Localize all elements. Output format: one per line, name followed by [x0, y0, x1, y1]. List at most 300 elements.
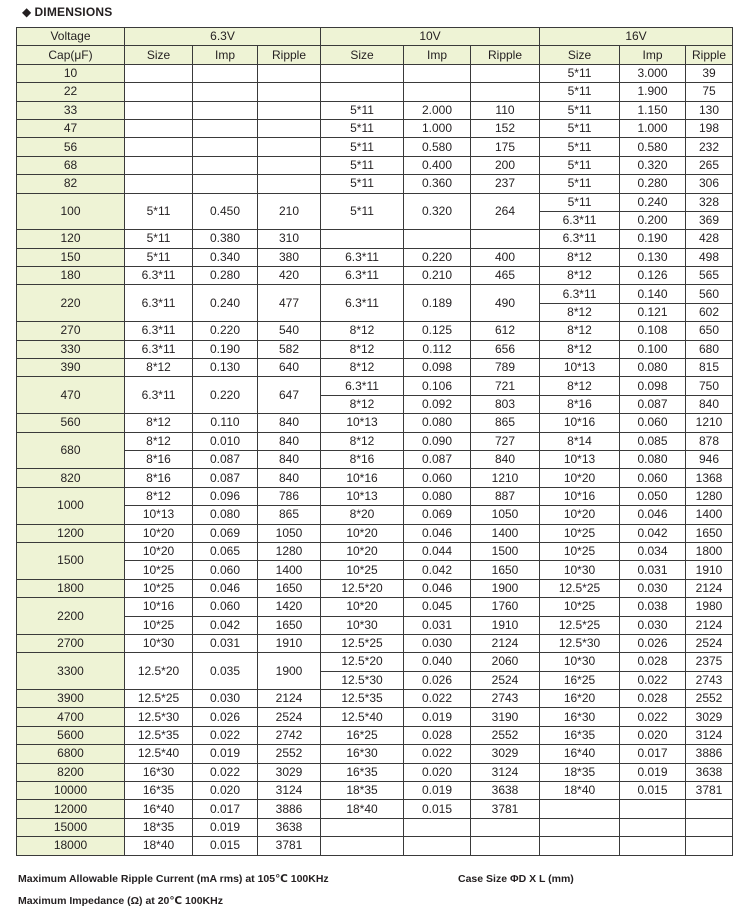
- table-row: [17, 524, 733, 542]
- col-imp: Imp: [620, 46, 686, 64]
- empty-cell: [193, 83, 258, 101]
- cell-size: 12.5*20: [321, 579, 404, 597]
- cell-ripple: 727: [471, 432, 540, 450]
- cell-ripple: 1210: [471, 469, 540, 487]
- cell-size: 6.3*11: [125, 322, 193, 340]
- cell-imp: 0.019: [404, 782, 471, 800]
- cell-imp: 1.150: [620, 101, 686, 119]
- cell-ripple: 1910: [471, 616, 540, 634]
- cell-ripple: 946: [686, 450, 733, 468]
- cell-ripple: 840: [258, 450, 321, 468]
- cell-ripple: 310: [258, 230, 321, 248]
- cell-size: 5*11: [321, 175, 404, 193]
- cell-imp: 1.000: [404, 119, 471, 137]
- cell-imp: 0.019: [404, 708, 471, 726]
- cell-imp: 0.126: [620, 267, 686, 285]
- cap-value: 10: [17, 64, 125, 82]
- cell-size: 6.3*11: [125, 340, 193, 358]
- cell-imp: 0.015: [193, 837, 258, 855]
- cell-size: 18*35: [540, 763, 620, 781]
- cell-imp: 0.240: [193, 285, 258, 322]
- empty-cell: [258, 175, 321, 193]
- cell-ripple: 200: [471, 156, 540, 174]
- table-row: [17, 322, 733, 340]
- cell-size: 16*35: [540, 726, 620, 744]
- cell-ripple: 1500: [471, 542, 540, 560]
- empty-cell: [125, 175, 193, 193]
- empty-cell: [258, 101, 321, 119]
- cap-value: 820: [17, 469, 125, 487]
- table-row: [17, 230, 733, 248]
- cell-imp: 0.400: [404, 156, 471, 174]
- cell-size: 8*12: [321, 359, 404, 377]
- cell-imp: 0.019: [193, 745, 258, 763]
- cell-size: 16*35: [125, 782, 193, 800]
- cell-imp: 0.280: [193, 267, 258, 285]
- cell-ripple: 656: [471, 340, 540, 358]
- cell-imp: 0.098: [404, 359, 471, 377]
- cell-size: 10*20: [540, 506, 620, 524]
- table-row: [17, 837, 733, 855]
- table-row: [17, 708, 733, 726]
- cell-imp: 0.125: [404, 322, 471, 340]
- cell-size: 12.5*40: [125, 745, 193, 763]
- cap-value: 120: [17, 230, 125, 248]
- cell-imp: 0.140: [620, 285, 686, 303]
- table-row: [17, 634, 733, 652]
- cap-value: 100: [17, 193, 125, 230]
- cell-size: 16*25: [540, 671, 620, 689]
- empty-cell: [404, 818, 471, 836]
- voltage-label: Voltage: [17, 28, 125, 46]
- table-row: [17, 506, 733, 524]
- cell-size: 5*11: [321, 119, 404, 137]
- cell-ripple: 1910: [258, 634, 321, 652]
- cell-size: 10*13: [540, 450, 620, 468]
- cell-ripple: 39: [686, 64, 733, 82]
- cap-value: 3900: [17, 690, 125, 708]
- table-row: [17, 487, 733, 505]
- cell-size: 10*20: [321, 542, 404, 560]
- table-row: [17, 616, 733, 634]
- cell-ripple: 1050: [258, 524, 321, 542]
- cell-imp: 0.019: [620, 763, 686, 781]
- empty-cell: [471, 64, 540, 82]
- cell-ripple: 1420: [258, 598, 321, 616]
- cell-size: 6.3*11: [321, 248, 404, 266]
- cell-imp: 0.080: [404, 487, 471, 505]
- cell-ripple: 3781: [686, 782, 733, 800]
- cell-size: 8*12: [540, 322, 620, 340]
- cell-ripple: 1650: [258, 579, 321, 597]
- cell-ripple: 2742: [258, 726, 321, 744]
- cell-ripple: 1980: [686, 598, 733, 616]
- cell-size: 10*30: [321, 616, 404, 634]
- cell-ripple: 602: [686, 303, 733, 321]
- cell-size: 8*16: [125, 469, 193, 487]
- table-row: [17, 83, 733, 101]
- cap-label: Cap(μF): [17, 46, 125, 64]
- table-row: [17, 267, 733, 285]
- cell-ripple: 1400: [471, 524, 540, 542]
- cell-ripple: 3638: [471, 782, 540, 800]
- cell-imp: 0.020: [404, 763, 471, 781]
- cap-value: 150: [17, 248, 125, 266]
- table-row: [17, 432, 733, 450]
- cell-size: 12.5*25: [321, 634, 404, 652]
- voltage-10v: 10V: [321, 28, 540, 46]
- cell-imp: 0.046: [193, 579, 258, 597]
- cell-ripple: 878: [686, 432, 733, 450]
- cell-imp: 0.031: [404, 616, 471, 634]
- cell-imp: 0.065: [193, 542, 258, 560]
- cell-imp: 3.000: [620, 64, 686, 82]
- cell-size: 5*11: [321, 156, 404, 174]
- cell-size: 18*40: [321, 800, 404, 818]
- cell-ripple: 840: [258, 469, 321, 487]
- empty-cell: [258, 156, 321, 174]
- cell-imp: 0.022: [404, 690, 471, 708]
- empty-cell: [125, 83, 193, 101]
- cell-imp: 0.022: [620, 671, 686, 689]
- cell-imp: 0.028: [404, 726, 471, 744]
- cell-size: 5*11: [540, 119, 620, 137]
- cell-size: 10*25: [540, 598, 620, 616]
- cell-imp: 0.038: [620, 598, 686, 616]
- table-row: [17, 450, 733, 468]
- cap-value: 220: [17, 285, 125, 322]
- cell-ripple: 1400: [258, 561, 321, 579]
- cell-size: 10*30: [540, 561, 620, 579]
- table-row: [17, 561, 733, 579]
- cell-size: 8*12: [540, 377, 620, 395]
- cell-size: 16*30: [540, 708, 620, 726]
- cap-value: 2700: [17, 634, 125, 652]
- cell-ripple: 786: [258, 487, 321, 505]
- cell-imp: 0.046: [404, 524, 471, 542]
- cap-value: 18000: [17, 837, 125, 855]
- table-row: [17, 690, 733, 708]
- table-row: [17, 119, 733, 137]
- cell-size: 5*11: [540, 156, 620, 174]
- cell-imp: 0.046: [404, 579, 471, 597]
- cell-imp: 0.042: [620, 524, 686, 542]
- cell-size: 10*30: [125, 634, 193, 652]
- cell-ripple: 465: [471, 267, 540, 285]
- cell-size: 8*12: [125, 414, 193, 432]
- table-row: [17, 653, 733, 671]
- cell-ripple: 2375: [686, 653, 733, 671]
- cell-ripple: 265: [686, 156, 733, 174]
- cell-ripple: 2124: [686, 579, 733, 597]
- cell-imp: 0.220: [193, 377, 258, 414]
- cell-imp: 0.380: [193, 230, 258, 248]
- cell-ripple: 3124: [686, 726, 733, 744]
- cell-ripple: 3124: [471, 763, 540, 781]
- empty-cell: [321, 64, 404, 82]
- cell-imp: 0.060: [193, 598, 258, 616]
- cell-ripple: 840: [686, 395, 733, 413]
- empty-cell: [686, 837, 733, 855]
- col-imp: Imp: [404, 46, 471, 64]
- case-size-footnote: Case Size ΦD X L (mm): [458, 873, 574, 885]
- cell-imp: 0.022: [404, 745, 471, 763]
- cell-ripple: 210: [258, 193, 321, 230]
- cell-size: 5*11: [540, 175, 620, 193]
- table-row: [17, 359, 733, 377]
- cell-ripple: 1368: [686, 469, 733, 487]
- cell-size: 8*12: [540, 267, 620, 285]
- cell-size: 8*12: [321, 432, 404, 450]
- cell-ripple: 1650: [686, 524, 733, 542]
- cell-ripple: 2552: [471, 726, 540, 744]
- cell-size: 10*16: [540, 414, 620, 432]
- cell-imp: 0.087: [193, 469, 258, 487]
- table-row: [17, 782, 733, 800]
- cell-ripple: 650: [686, 322, 733, 340]
- empty-cell: [321, 230, 404, 248]
- cell-ripple: 2524: [258, 708, 321, 726]
- cell-size: 5*11: [321, 193, 404, 230]
- cap-value: 68: [17, 156, 125, 174]
- cell-ripple: 428: [686, 230, 733, 248]
- cell-imp: 0.028: [620, 653, 686, 671]
- cell-size: 18*35: [125, 818, 193, 836]
- empty-cell: [471, 837, 540, 855]
- cell-size: 18*40: [540, 782, 620, 800]
- cell-imp: 0.340: [193, 248, 258, 266]
- cell-size: 10*20: [125, 524, 193, 542]
- cell-ripple: 1050: [471, 506, 540, 524]
- cap-value: 270: [17, 322, 125, 340]
- cell-imp: 0.019: [193, 818, 258, 836]
- cell-imp: 0.060: [193, 561, 258, 579]
- empty-cell: [471, 818, 540, 836]
- col-ripple: Ripple: [686, 46, 733, 64]
- cell-imp: 0.220: [193, 322, 258, 340]
- cell-ripple: 3886: [686, 745, 733, 763]
- cell-size: 16*40: [125, 800, 193, 818]
- empty-cell: [686, 818, 733, 836]
- impedance-footnote: Maximum Impedance (Ω) at 20℃ 100KHz: [18, 895, 223, 907]
- empty-cell: [540, 818, 620, 836]
- cell-ripple: 237: [471, 175, 540, 193]
- cell-ripple: 1900: [471, 579, 540, 597]
- cell-size: 10*20: [540, 469, 620, 487]
- cell-ripple: 3781: [258, 837, 321, 855]
- table-row: [17, 800, 733, 818]
- cell-imp: 0.030: [193, 690, 258, 708]
- cell-imp: 2.000: [404, 101, 471, 119]
- cell-size: 5*11: [540, 83, 620, 101]
- cell-ripple: 721: [471, 377, 540, 395]
- cell-size: 12.5*35: [125, 726, 193, 744]
- table-row: [17, 285, 733, 303]
- cell-size: 10*25: [125, 561, 193, 579]
- cell-size: 10*13: [321, 414, 404, 432]
- cell-imp: 0.015: [404, 800, 471, 818]
- cap-value: 1800: [17, 579, 125, 597]
- cell-imp: 0.190: [620, 230, 686, 248]
- cap-value: 180: [17, 267, 125, 285]
- empty-cell: [258, 119, 321, 137]
- cell-ripple: 3029: [471, 745, 540, 763]
- empty-cell: [125, 138, 193, 156]
- cell-ripple: 380: [258, 248, 321, 266]
- cell-ripple: 1400: [686, 506, 733, 524]
- empty-cell: [125, 64, 193, 82]
- voltage-header-row: [17, 28, 733, 46]
- cap-value: 8200: [17, 763, 125, 781]
- empty-cell: [321, 83, 404, 101]
- table-row: [17, 193, 733, 211]
- empty-cell: [193, 64, 258, 82]
- cap-value: 82: [17, 175, 125, 193]
- cell-size: 8*12: [540, 303, 620, 321]
- cell-imp: 0.030: [620, 579, 686, 597]
- cell-size: 8*12: [125, 432, 193, 450]
- cell-imp: 0.044: [404, 542, 471, 560]
- empty-cell: [193, 119, 258, 137]
- cell-imp: 0.022: [193, 726, 258, 744]
- cell-imp: 0.210: [404, 267, 471, 285]
- cell-ripple: 560: [686, 285, 733, 303]
- cap-value: 33: [17, 101, 125, 119]
- table-row: [17, 745, 733, 763]
- empty-cell: [404, 230, 471, 248]
- cell-ripple: 640: [258, 359, 321, 377]
- cap-value: 1200: [17, 524, 125, 542]
- cell-ripple: 2060: [471, 653, 540, 671]
- cell-ripple: 3190: [471, 708, 540, 726]
- cell-size: 8*12: [321, 340, 404, 358]
- cell-size: 5*11: [540, 193, 620, 211]
- cell-size: 18*40: [125, 837, 193, 855]
- cell-size: 10*13: [540, 359, 620, 377]
- table-row: [17, 175, 733, 193]
- cell-size: 16*35: [321, 763, 404, 781]
- cell-imp: 0.080: [620, 450, 686, 468]
- cell-size: 10*25: [540, 524, 620, 542]
- cell-size: 12.5*25: [540, 616, 620, 634]
- cell-imp: 0.069: [193, 524, 258, 542]
- cell-imp: 0.035: [193, 653, 258, 690]
- cell-ripple: 477: [258, 285, 321, 322]
- empty-cell: [471, 83, 540, 101]
- cap-value: 330: [17, 340, 125, 358]
- cell-size: 8*20: [321, 506, 404, 524]
- table-body: [17, 64, 733, 855]
- cell-imp: 0.090: [404, 432, 471, 450]
- cell-size: 8*16: [125, 450, 193, 468]
- cell-size: 18*35: [321, 782, 404, 800]
- cell-size: 5*11: [125, 230, 193, 248]
- cell-imp: 0.026: [620, 634, 686, 652]
- cell-ripple: 865: [258, 506, 321, 524]
- cell-ripple: 2552: [258, 745, 321, 763]
- cell-size: 12.5*20: [125, 653, 193, 690]
- cell-ripple: 1900: [258, 653, 321, 690]
- cell-ripple: 582: [258, 340, 321, 358]
- table-row: [17, 248, 733, 266]
- cell-imp: 0.100: [620, 340, 686, 358]
- cell-imp: 0.046: [620, 506, 686, 524]
- cell-imp: 0.098: [620, 377, 686, 395]
- cell-imp: 0.130: [193, 359, 258, 377]
- table-row: [17, 64, 733, 82]
- cell-size: 8*12: [321, 322, 404, 340]
- cell-imp: 0.112: [404, 340, 471, 358]
- cell-size: 12.5*30: [540, 634, 620, 652]
- cell-size: 5*11: [125, 193, 193, 230]
- cell-imp: 0.580: [620, 138, 686, 156]
- cell-size: 10*20: [321, 598, 404, 616]
- cell-ripple: 540: [258, 322, 321, 340]
- cell-ripple: 2124: [258, 690, 321, 708]
- cell-ripple: 369: [686, 211, 733, 229]
- cell-imp: 0.030: [620, 616, 686, 634]
- cell-ripple: 328: [686, 193, 733, 211]
- cell-ripple: 2552: [686, 690, 733, 708]
- cell-size: 10*13: [125, 506, 193, 524]
- cell-size: 6.3*11: [125, 285, 193, 322]
- cell-size: 5*11: [540, 101, 620, 119]
- empty-cell: [540, 800, 620, 818]
- cell-ripple: 1280: [686, 487, 733, 505]
- cell-ripple: 3029: [258, 763, 321, 781]
- cell-ripple: 420: [258, 267, 321, 285]
- cell-size: 6.3*11: [321, 267, 404, 285]
- table-row: [17, 414, 733, 432]
- cap-value: 1000: [17, 487, 125, 524]
- section-title: [22, 5, 112, 19]
- cell-size: 8*12: [321, 395, 404, 413]
- cell-size: 6.3*11: [321, 377, 404, 395]
- cell-imp: 0.220: [404, 248, 471, 266]
- empty-cell: [686, 800, 733, 818]
- empty-cell: [125, 119, 193, 137]
- empty-cell: [404, 64, 471, 82]
- empty-cell: [125, 101, 193, 119]
- table-row: [17, 818, 733, 836]
- cell-size: 5*11: [125, 248, 193, 266]
- empty-cell: [321, 818, 404, 836]
- cell-imp: 0.020: [193, 782, 258, 800]
- cell-ripple: 3886: [258, 800, 321, 818]
- cell-ripple: 175: [471, 138, 540, 156]
- cell-imp: 0.040: [404, 653, 471, 671]
- cell-size: 8*14: [540, 432, 620, 450]
- cap-value: 680: [17, 432, 125, 469]
- section-title-text: DIMENSIONS: [34, 5, 113, 19]
- cell-imp: 0.028: [620, 690, 686, 708]
- cell-ripple: 1800: [686, 542, 733, 560]
- cell-ripple: 1650: [258, 616, 321, 634]
- cell-imp: 0.015: [620, 782, 686, 800]
- cell-ripple: 840: [258, 432, 321, 450]
- empty-cell: [620, 837, 686, 855]
- cell-imp: 0.017: [193, 800, 258, 818]
- col-size: Size: [321, 46, 404, 64]
- cap-value: 3300: [17, 653, 125, 690]
- table-row: [17, 469, 733, 487]
- dimensions-table: [16, 27, 733, 856]
- table-row: [17, 156, 733, 174]
- voltage-6-3v: 6.3V: [125, 28, 321, 46]
- ripple-footnote: Maximum Allowable Ripple Current (mA rms) at 105℃ 100KHz: [18, 873, 329, 885]
- cap-value: 470: [17, 377, 125, 414]
- cell-ripple: 198: [686, 119, 733, 137]
